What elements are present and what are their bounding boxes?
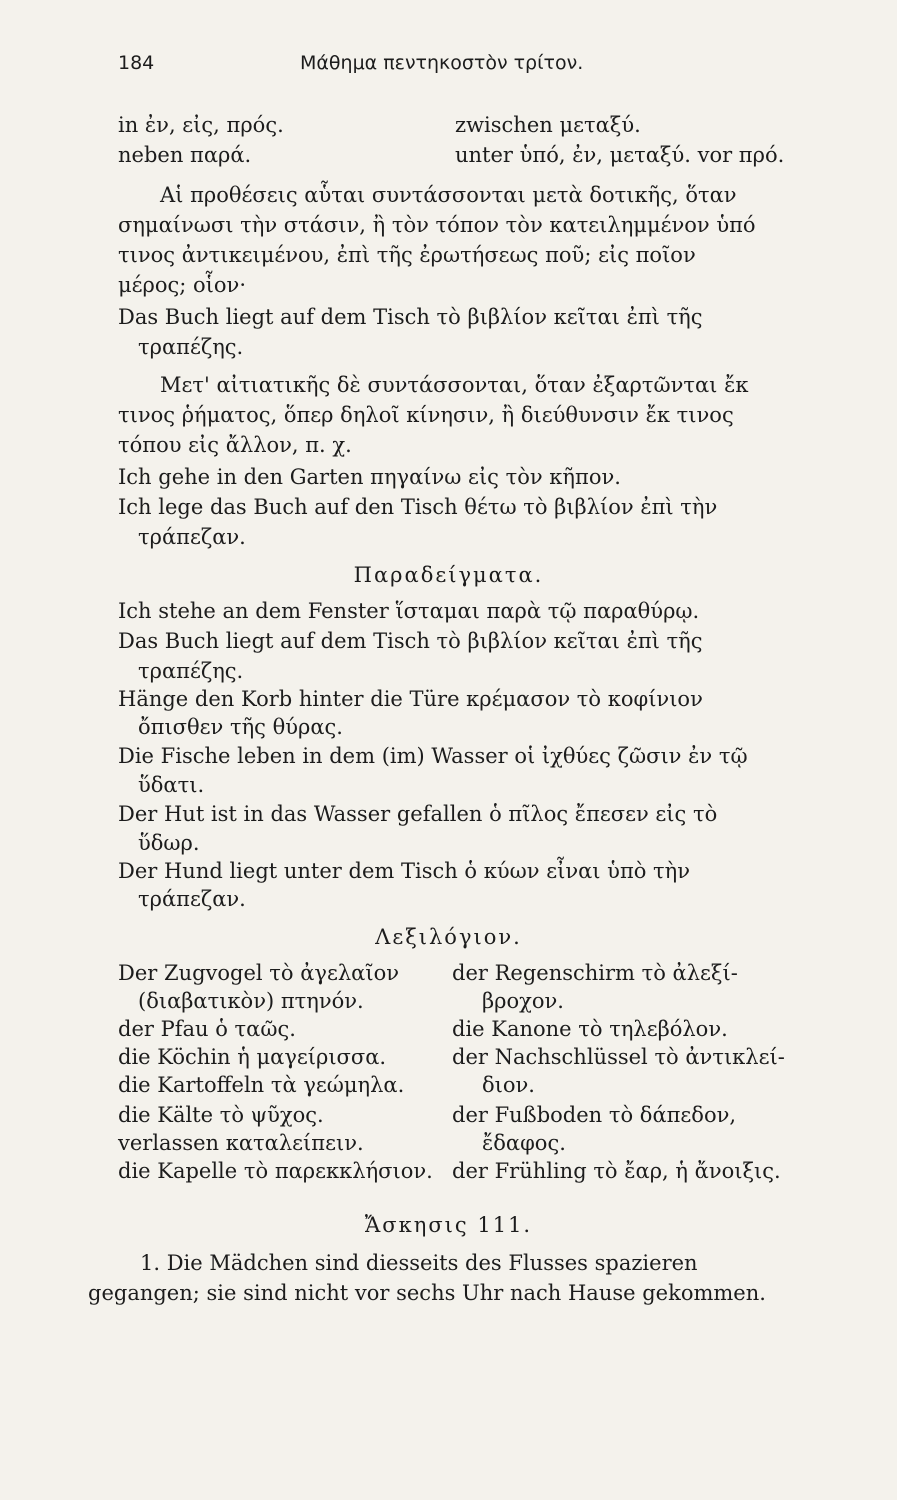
preposition-left-2: neben παρά.	[118, 143, 252, 167]
vocab-left-line: verlassen καταλείπειν.	[118, 1131, 364, 1155]
preposition-right-1: zwischen μεταξύ.	[455, 113, 641, 137]
paradeigma-line: ὄπισθεν τῆς θύρας.	[138, 715, 343, 739]
paradeigma-line: Hänge den Korb hinter die Türe κρέμασον τὸ κοφίνιον	[118, 687, 703, 711]
example1-line: τραπέζης.	[138, 335, 244, 359]
section-heading-lexilogion: Λεξιλόγιον.	[375, 925, 522, 949]
paragraph1-line: τινος ἀντικειμένου, ἐπὶ τῆς ἐρωτήσεως ποῦ; εἰς ποῖον	[118, 243, 696, 267]
vocab-left-line: die Kartoffeln τὰ γεώμηλα.	[118, 1073, 405, 1097]
paradeigma-line: ὕδατι.	[138, 773, 205, 797]
exercise-line: gegangen; sie sind nicht vor sechs Uhr nach Hause gekommen.	[88, 1281, 766, 1305]
vocab-right-line: der Regenschirm τὸ ἀλεξί-	[452, 961, 738, 985]
page-title: Μάθημα πεντηκοστὸν τρίτον.	[300, 52, 584, 74]
paradeigma-line: τραπέζης.	[138, 659, 244, 683]
paradeigma-line: Ich stehe an dem Fenster ἵσταμαι παρὰ τῷ παραθύρῳ.	[118, 599, 700, 623]
vocab-right-line: der Frühling τὸ ἔαρ, ἡ ἄνοιξις.	[452, 1159, 781, 1183]
vocab-right-line: ἔδαφος.	[482, 1131, 566, 1155]
vocab-right-line: der Nachschlüssel τὸ ἀντικλεί-	[452, 1045, 785, 1069]
paradeigma-line: ὕδωρ.	[138, 831, 200, 855]
section-heading-askesis: Ἄσκησις 111.	[364, 1213, 533, 1237]
vocab-left-line: die Köchin ἡ μαγείρισσα.	[118, 1045, 387, 1069]
paradeigma-line: τράπεζαν.	[138, 887, 246, 911]
vocab-left-line: die Kälte τὸ ψῦχος.	[118, 1103, 324, 1127]
paragraph2-line: τινος ῥήματος, ὅπερ δηλοῖ κίνησιν, ἢ διεύθυνσιν ἔκ τινος	[118, 403, 734, 427]
paradeigma-line: Die Fische leben in dem (im) Wasser οἱ ἰχθύες ζῶσιν ἐν τῷ	[118, 744, 748, 768]
paradeigma-line: Der Hut ist in das Wasser gefallen ὁ πῖλος ἔπεσεν εἰς τὸ	[118, 802, 718, 826]
paragraph2-line: Μετ' αἰτιατικῆς δὲ συντάσσονται, ὅταν ἐξαρτῶνται ἔκ	[160, 373, 749, 397]
vocab-right-line: die Kanone τὸ τηλεβόλον.	[452, 1017, 728, 1041]
paradeigma-line: Der Hund liegt unter dem Tisch ὁ κύων εἶναι ὑπὸ τὴν	[118, 859, 691, 883]
paragraph1-line: Αἱ προθέσεις αὗται συντάσσονται μετὰ δοτικῆς, ὅταν	[160, 183, 737, 207]
vocab-right-line: διον.	[482, 1073, 535, 1097]
section-heading-paradeigmata: Παραδείγματα.	[353, 563, 544, 587]
paradeigma-line: Das Buch liegt auf dem Tisch τὸ βιβλίον κεῖται ἐπὶ τῆς	[118, 629, 703, 653]
example2-line: Ich gehe in den Garten πηγαίνω εἰς τὸν κῆπον.	[118, 465, 621, 489]
example2-line: Ich lege das Buch auf den Tisch θέτω τὸ βιβλίον ἐπὶ τὴν	[118, 495, 718, 519]
paragraph1-line: σημαίνωσι τὴν στάσιν, ἢ τὸν τόπον τὸν κατειλημμένον ὑπό	[118, 213, 756, 237]
exercise-line: 1. Die Mädchen sind diesseits des Flusses spazieren	[140, 1251, 698, 1275]
preposition-left-1: in ἐν, εἰς, πρός.	[118, 113, 284, 137]
paragraph2-line: τόπου εἰς ἄλλον, π. χ.	[118, 433, 352, 457]
vocab-left-line: der Pfau ὁ ταῶς.	[118, 1017, 296, 1041]
vocab-left-line: die Kapelle τὸ παρεκκλήσιον.	[118, 1159, 433, 1183]
example1-line: Das Buch liegt auf dem Tisch τὸ βιβλίον κεῖται ἐπὶ τῆς	[118, 305, 703, 329]
page-number: 184	[118, 52, 155, 74]
vocab-right-line: der Fußboden τὸ δάπεδον,	[452, 1103, 737, 1127]
example2-line: τράπεζαν.	[138, 525, 246, 549]
vocab-right-line: βροχον.	[482, 989, 564, 1013]
vocab-left-line: Der Zugvogel τὸ ἀγελαῖον	[118, 961, 399, 985]
vocab-left-line: (διαβατικὸν) πτηνόν.	[138, 989, 364, 1013]
preposition-right-2: unter ὑπό, ἐν, μεταξύ. vor πρό.	[455, 143, 785, 167]
paragraph1-line: μέρος; οἷον·	[118, 273, 246, 297]
